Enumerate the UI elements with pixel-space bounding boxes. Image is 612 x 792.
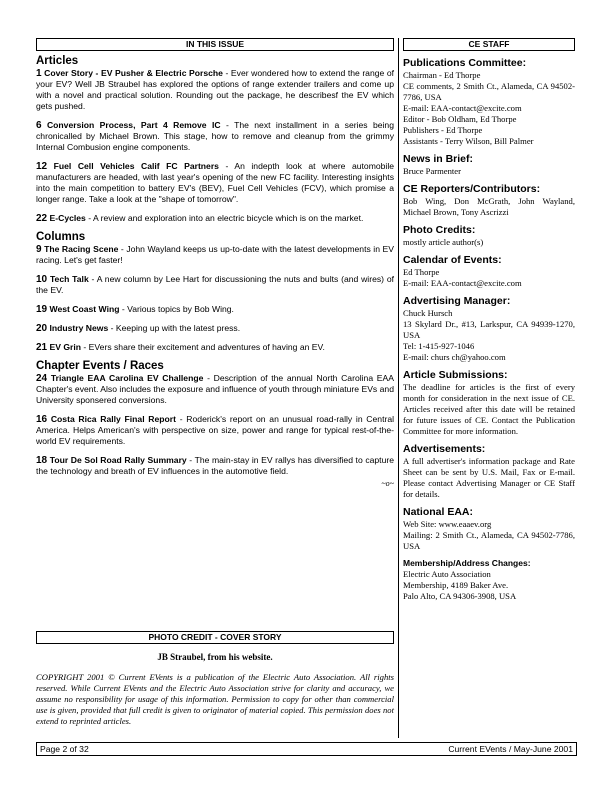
photo-credit-section: [36, 631, 394, 727]
toc-entry: [36, 213, 394, 224]
staff-section: [403, 443, 575, 500]
staff-section: [403, 558, 575, 602]
toc-entry-title: Industry News: [49, 323, 109, 333]
page-number: Page 2 of 32: [40, 744, 89, 754]
chapter-events-list: [36, 373, 394, 477]
staff-section-body: [403, 70, 575, 147]
toc-entry-title: Costa Rica Rally Final Report: [50, 414, 177, 424]
staff-section-body: [403, 308, 575, 363]
staff-section-body: [403, 196, 575, 218]
toc-entry: [36, 244, 394, 266]
toc-entry: [36, 120, 394, 153]
toc-entry-description: - Ever wondered how to extend the range of your EV? Well JB Straubel has explored the options of range extender trailers and come up with a novel and practical solution. Rounding out the package, he describesf the EV which gets pushed.: [36, 68, 395, 111]
staff-section-heading: CE Reporters/Contributors:: [403, 183, 541, 195]
ce-staff-header: CE STAFF: [403, 38, 575, 51]
toc-entry-description: - John Wayland keeps us up-to-date with the latest developments in EV racing. Let's get faster!: [36, 244, 394, 265]
staff-section-heading: Advertisements:: [403, 443, 486, 455]
staff-line: CE comments, 2 Smith Ct., Alameda, CA 94502-7786, USA: [403, 81, 575, 102]
columns-heading: Columns: [36, 231, 86, 243]
staff-section-body: [403, 456, 575, 500]
toc-entry-title: Tech Talk: [49, 274, 89, 284]
staff-section-body: [403, 267, 575, 289]
staff-section-heading: Calendar of Events:: [403, 254, 502, 266]
staff-line: Chairman - Ed Thorpe: [403, 70, 481, 80]
column-divider: [398, 38, 399, 738]
toc-entry-title: EV Grin: [49, 342, 82, 352]
ce-staff-column: [403, 38, 575, 602]
staff-line: Electric Auto Association: [403, 569, 491, 579]
toc-page-number: 1: [36, 68, 42, 79]
columns-list: [36, 244, 394, 353]
toc-entry: [36, 414, 394, 447]
staff-section: [403, 153, 575, 177]
articles-heading: Articles: [36, 55, 79, 67]
toc-entry: [36, 455, 394, 477]
toc-page-number: 19: [36, 304, 48, 315]
staff-section-body: [403, 519, 575, 552]
in-this-issue-header: IN THIS ISSUE: [36, 38, 394, 51]
toc-page-number: 10: [36, 274, 48, 285]
staff-section-heading: National EAA:: [403, 506, 474, 518]
toc-entry: [36, 373, 394, 406]
toc-entry: [36, 161, 394, 205]
staff-section-heading: Membership/Address Changes:: [403, 558, 531, 568]
toc-entry-title: Triangle EAA Carolina EV Challenge: [50, 373, 204, 383]
toc-page-number: 12: [36, 161, 48, 172]
toc-entry-title: The Racing Scene: [44, 244, 119, 254]
staff-line: E-mail: EAA-contact@excite.com: [403, 278, 522, 288]
staff-section-heading: Publications Committee:: [403, 57, 527, 69]
staff-section-body: [403, 569, 575, 602]
toc-page-number: 16: [36, 414, 48, 425]
toc-entry-description: - EVers share their excitement and adventures of having an EV.: [81, 342, 325, 352]
staff-line: Editor - Bob Oldham, Ed Thorpe: [403, 114, 517, 124]
toc-entry-title: Cover Story - EV Pusher & Electric Porsche: [44, 68, 223, 78]
page-footer: [36, 742, 577, 756]
staff-line: 13 Skylard Dr., #13, Larkspur, CA 94939-1270, USA: [403, 319, 575, 340]
toc-entry: [36, 68, 394, 112]
staff-section: [403, 295, 575, 363]
toc-entry-description: - Roderick's report on an unusual road-rally in Central America. Helps American's with perspective on size, power and range for typical rest-of-the-world EV requirements.: [36, 414, 395, 446]
toc-entry-description: - Description of the annual North Carolina EAA Chapter's event. Also includes the exposure and influence of youth through miniature EVs and University sponsered conversions.: [36, 373, 395, 405]
staff-line: Ed Thorpe: [403, 267, 440, 277]
toc-page-number: 9: [36, 244, 42, 255]
toc-entry-description: - A review and exploration into an electric bicycle which is on the market.: [85, 213, 364, 223]
issue-label: Current EVents / May-June 2001: [448, 744, 573, 754]
staff-line: Mailing: 2 Smith Ct., Alameda, CA 94502-7786, USA: [403, 530, 575, 551]
toc-entry-title: Fuel Cell Vehicles Calif FC Partners: [53, 161, 219, 171]
toc-entry-description: - The main-stay in EV rallys has diversified to capture the technology and breath of EV influences in the automotive field.: [36, 455, 394, 476]
staff-section-heading: Advertising Manager:: [403, 295, 511, 307]
staff-line: Publishers - Ed Thorpe: [403, 125, 483, 135]
toc-entry-title: Tour De Sol Road Rally Summary: [49, 455, 187, 465]
toc-entry: [36, 304, 394, 315]
staff-line: Palo Alto, CA 94306-3908, USA: [403, 591, 517, 601]
staff-list: [403, 57, 575, 602]
staff-section-heading: News in Brief:: [403, 153, 474, 165]
toc-entry-description: - The next installment in a series being chronicalled by Michael Brown. This stage, how to remove and cleanup from the grimmy Internal Combusion engine components.: [36, 120, 394, 152]
staff-line: A full advertiser's information package and Rate Sheet can be sent by U.S. Mail, Fax or E-mail. Please contact Advertising Manager or CE Staff for details.: [403, 456, 575, 499]
staff-section-heading: Photo Credits:: [403, 224, 476, 236]
staff-section: [403, 224, 575, 248]
in-this-issue-column: [36, 38, 394, 489]
toc-page-number: 22: [36, 213, 48, 224]
staff-section: [403, 506, 575, 552]
chapter-events-heading: Chapter Events / Races: [36, 360, 164, 372]
photo-credit-header: PHOTO CREDIT - COVER STORY: [36, 631, 394, 644]
staff-line: Web Site: www.eaaev.org: [403, 519, 492, 529]
staff-line: Bruce Parmenter: [403, 166, 461, 176]
staff-section-heading: Article Submissions:: [403, 369, 508, 381]
staff-line: mostly article author(s): [403, 237, 484, 247]
staff-section-body: [403, 166, 575, 177]
staff-section-body: [403, 382, 575, 437]
staff-line: Assistants - Terry Wilson, Bill Palmer: [403, 136, 534, 146]
staff-line: Tel: 1-415-927-1046: [403, 341, 475, 351]
toc-page-number: 21: [36, 342, 48, 353]
toc-entry: [36, 342, 394, 353]
articles-list: [36, 68, 394, 224]
staff-section: [403, 183, 575, 218]
toc-entry: [36, 323, 394, 334]
toc-page-number: 18: [36, 455, 48, 466]
staff-line: E-mail: EAA-contact@excite.com: [403, 103, 522, 113]
toc-entry-description: - Keeping up with the latest press.: [108, 323, 241, 333]
toc-page-number: 20: [36, 323, 48, 334]
toc-entry: [36, 274, 394, 296]
staff-line: The deadline for articles is the first of every month for consideration in the next issue of CE. Articles received after this date will be retained for future issues of CE. Contact the Publication Committee for more information.: [403, 382, 575, 436]
copyright-notice: COPYRIGHT 2001 © Current EVents is a publication of the Electric Auto Association. All rights reserved. While Current EVents and the Electric Auto Association strive for clarity and accuracy, we assume no responsibility for usage of this information. Permission to copy for other than commercial use is given, provided that full credit is given to originator of material copied. This permission does not extend to reprinted articles.: [36, 672, 394, 726]
end-mark: ~o~: [381, 479, 394, 488]
staff-line: E-mail: churs ch@yahoo.com: [403, 352, 506, 362]
toc-page-number: 6: [36, 120, 42, 131]
staff-section-body: [403, 237, 575, 248]
toc-entry-description: - An indepth look at where automobile manufacturers are headed, with last year's opening of the new FC facility. Interesting insights into the main competition to battery EV's (BEV), Fuel Cell Vehicles (FCV), which promise a longer range. Take a look at the "shape of tomorrow".: [36, 161, 395, 204]
staff-line: Bob Wing, Don McGrath, John Wayland, Michael Brown, Tony Ascrizzi: [403, 196, 575, 217]
toc-entry-title: West Coast Wing: [49, 304, 120, 314]
toc-entry-title: E-Cycles: [49, 213, 86, 223]
photo-caption: JB Straubel, from his website.: [157, 652, 273, 662]
staff-section: [403, 369, 575, 437]
toc-entry-description: - Various topics by Bob Wing.: [119, 304, 234, 314]
staff-section: [403, 254, 575, 289]
toc-entry-description: - A new column by Lee Hart for discussioning the nuts and bults (and wires) of the EV.: [36, 274, 394, 295]
staff-line: Chuck Hursch: [403, 308, 453, 318]
staff-section: [403, 57, 575, 147]
toc-entry-title: Conversion Process, Part 4 Remove IC: [46, 120, 221, 130]
staff-line: Membership, 4189 Baker Ave.: [403, 580, 509, 590]
toc-page-number: 24: [36, 373, 48, 384]
